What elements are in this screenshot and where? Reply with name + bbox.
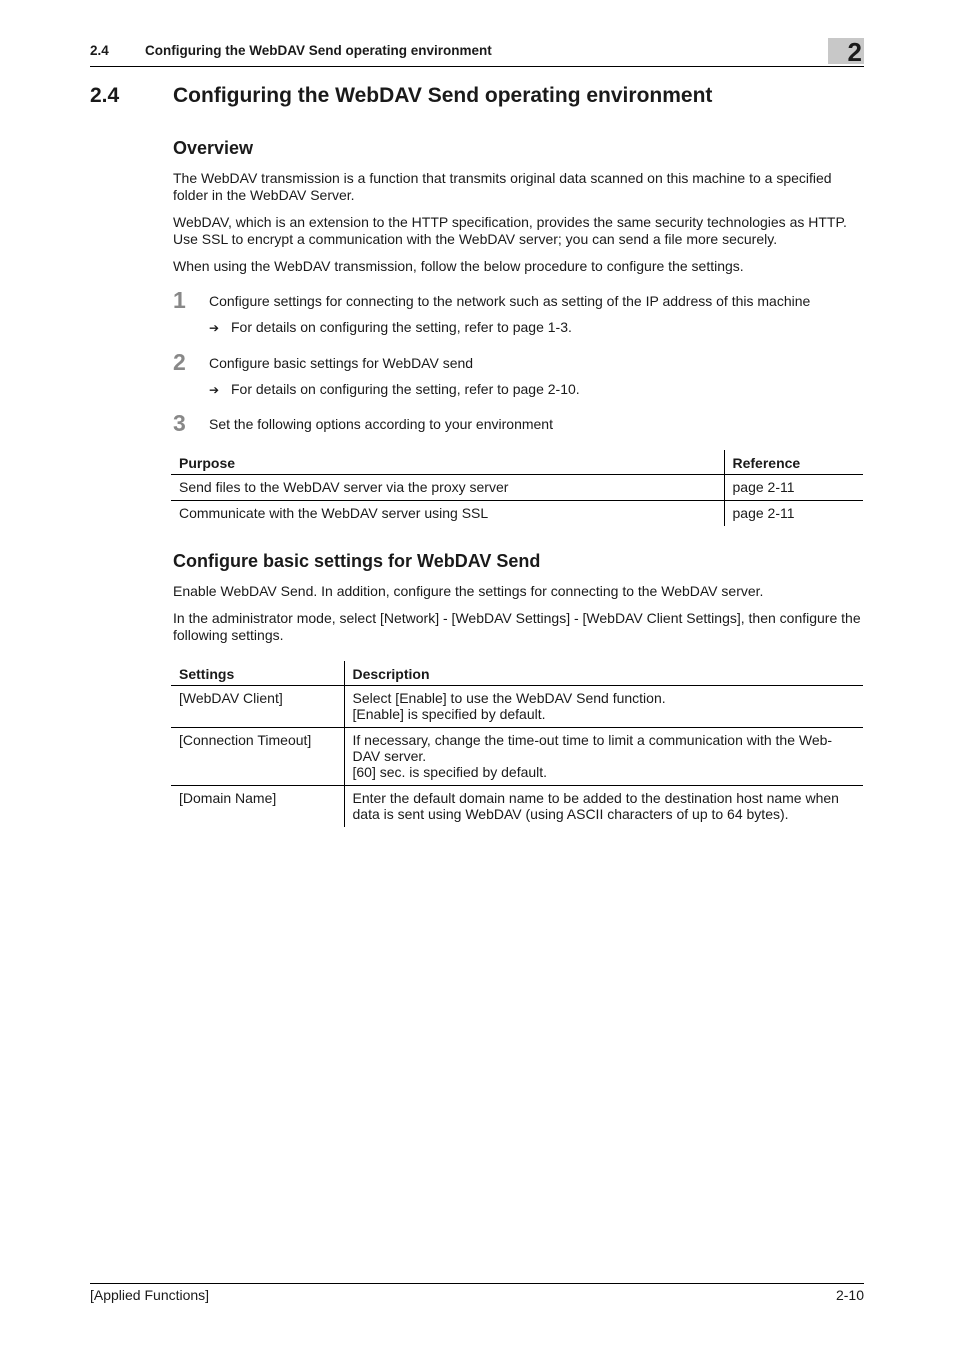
column-header-description: Description xyxy=(344,661,863,686)
basic-paragraph-2: In the administrator mode, select [Network] - [WebDAV Settings] - [WebDAV Client Settings], then configure the following settings. xyxy=(173,610,861,643)
running-header xyxy=(90,37,864,67)
table-row xyxy=(171,728,863,786)
page-footer xyxy=(90,1283,864,1303)
description-line: data is sent using WebDAV (using ASCII characters of up to 64 bytes). xyxy=(352,806,789,822)
column-header-settings: Settings xyxy=(171,661,344,686)
table-row xyxy=(171,475,863,501)
step-number: 1 xyxy=(173,287,186,313)
column-header-purpose: Purpose xyxy=(171,450,724,475)
basic-settings-heading: Configure basic settings for WebDAV Send xyxy=(173,551,541,571)
step-reference-text: For details on configuring the setting, refer to page 2-10. xyxy=(231,381,580,397)
table-row xyxy=(171,686,863,728)
description-line: [Enable] is specified by default. xyxy=(352,706,546,722)
table-row xyxy=(171,786,863,828)
description-line: Enter the default domain name to be added to the destination host name when xyxy=(352,790,839,806)
page-title-text: Configuring the WebDAV Send operating environment xyxy=(173,84,713,107)
overview-paragraph-1: The WebDAV transmission is a function that transmits original data scanned on this machine to a specified folder in the WebDAV Server. xyxy=(173,170,832,203)
description-cell xyxy=(344,728,863,786)
reference-cell: page 2-11 xyxy=(724,475,863,501)
basic-paragraph-1: Enable WebDAV Send. In addition, configure the settings for connecting to the WebDAV server. xyxy=(173,583,764,599)
description-line: Select [Enable] to use the WebDAV Send function. xyxy=(352,690,666,706)
step-number: 3 xyxy=(173,410,186,436)
step-number: 2 xyxy=(173,349,186,375)
step-reference xyxy=(209,319,572,335)
arrow-right-icon: ➔ xyxy=(209,383,220,397)
page-title xyxy=(90,84,712,108)
purpose-cell: Send files to the WebDAV server via the proxy server xyxy=(171,475,724,501)
settings-description-table xyxy=(171,661,863,827)
table-header-row xyxy=(171,661,863,686)
step-text: Configure settings for connecting to the network such as setting of the IP address of this machine xyxy=(209,293,811,309)
reference-cell: page 2-11 xyxy=(724,501,863,527)
setting-cell: [WebDAV Client] xyxy=(171,686,344,728)
arrow-right-icon: ➔ xyxy=(209,321,220,335)
setting-cell: [Connection Timeout] xyxy=(171,728,344,786)
table-header-row xyxy=(171,450,863,475)
step-text: Configure basic settings for WebDAV send xyxy=(209,355,474,371)
step-text: Set the following options according to your environment xyxy=(209,416,553,432)
step-reference-text: For details on configuring the setting, refer to page 1-3. xyxy=(231,319,572,335)
header-section-number: 2.4 xyxy=(90,43,109,58)
description-line: [60] sec. is specified by default. xyxy=(352,764,548,780)
table-row xyxy=(171,501,863,527)
page-title-number: 2.4 xyxy=(90,84,120,107)
page-number: 2-10 xyxy=(835,1287,864,1303)
purpose-reference-table xyxy=(171,450,863,526)
column-header-reference: Reference xyxy=(724,450,863,475)
description-cell xyxy=(344,686,863,728)
purpose-cell: Communicate with the WebDAV server using SSL xyxy=(179,505,489,521)
setting-cell: [Domain Name] xyxy=(179,790,277,806)
footer-section-name: [Applied Functions] xyxy=(90,1287,210,1303)
header-section-title: Configuring the WebDAV Send operating environment xyxy=(145,43,492,58)
description-cell xyxy=(344,786,863,828)
description-line: DAV server. xyxy=(352,748,427,764)
overview-heading: Overview xyxy=(173,138,254,158)
step-reference xyxy=(209,381,580,397)
overview-paragraph-3: When using the WebDAV transmission, follow the below procedure to configure the settings. xyxy=(173,258,744,274)
description-line: If necessary, change the time-out time to limit a communication with the Web- xyxy=(352,732,833,748)
chapter-number-badge: 2 xyxy=(828,38,864,64)
overview-paragraph-2: WebDAV, which is an extension to the HTTP specification, provides the same security technologies as HTTP. Use SSL to encrypt a communication with the WebDAV server; you can send a file more securely. xyxy=(173,214,847,247)
